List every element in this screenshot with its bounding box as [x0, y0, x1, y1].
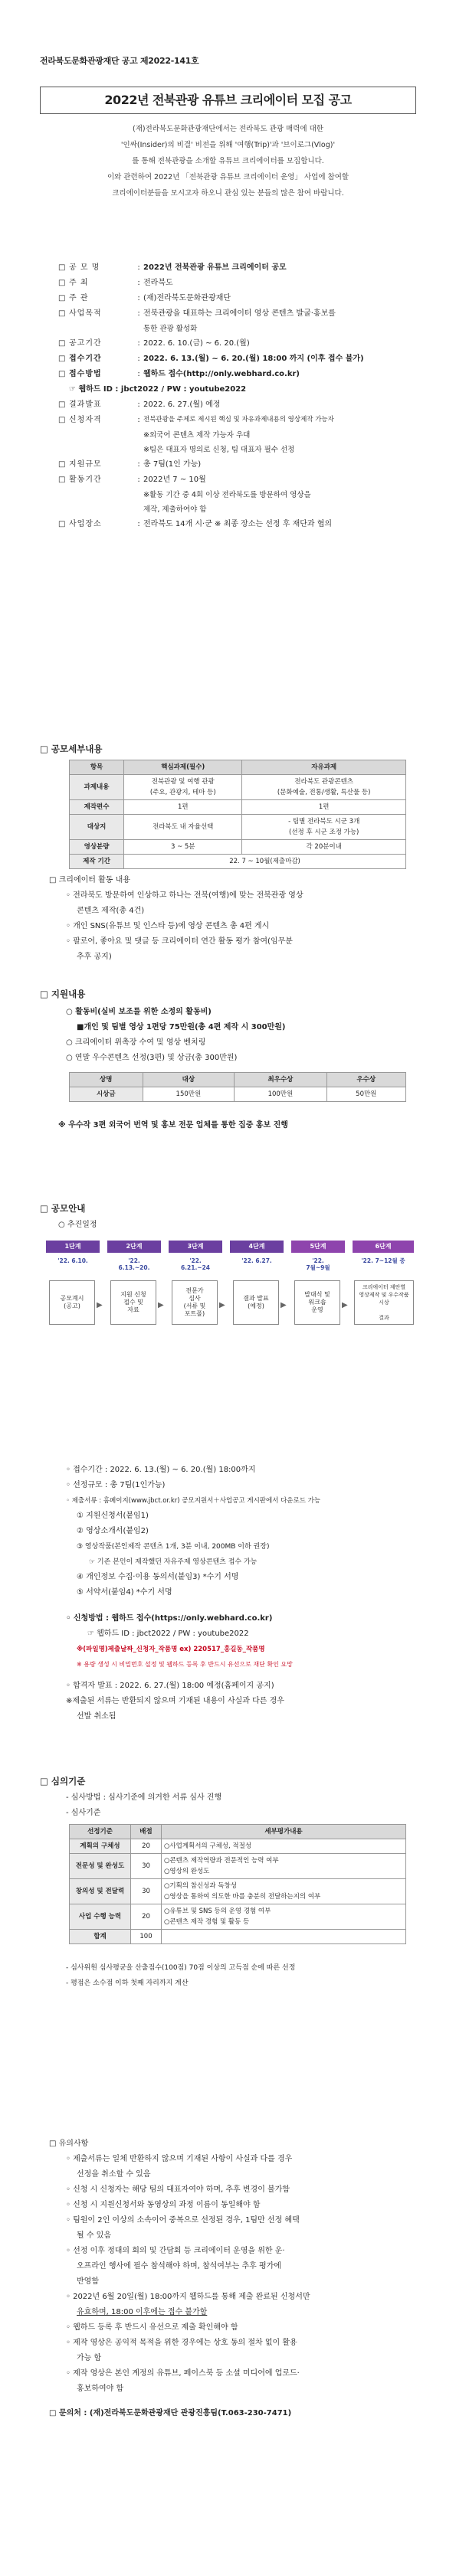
caution-line: ◦ 웹하드 등록 후 반드시 유선으로 제출 확인해야 함 — [66, 2323, 238, 2332]
table-row: 창의성 및 전달력 30 ○기획의 참신성과 독창성 ○영상을 통하여 의도한 바를 충분히 전달하는지의 여부 — [70, 1879, 406, 1904]
notice-number: 전라북도문화관광재단 공고 제2022-141호 — [40, 56, 199, 66]
support-item: ○ 연말 우수콘텐츠 선정(3편) 및 상금(총 300만원) — [66, 1054, 238, 1062]
caution-line: 오프라인 행사에 필수 참석해야 하며, 참석여부는 추후 평가에 — [77, 2262, 281, 2270]
table-header: 최우수상 — [235, 1073, 326, 1087]
step-label: 4단계 — [230, 1241, 284, 1253]
support-item: ■개인 및 팀별 영상 1편당 75만원(총 4편 제작 시 300만원) — [77, 1023, 286, 1031]
page-title: 2022년 전북관광 유튜브 크리에이터 모집 공고 — [40, 87, 416, 114]
result-line: ◦ 합격자 발표 : 2022. 6. 27.(월) 18:00 예정(홈페이지 공지) — [66, 1682, 274, 1690]
schedule-details — [49, 1463, 422, 1724]
step-box: 크리에이터 제안별 영상제작 및 우수작품 시상 결과 — [354, 1280, 414, 1325]
caution-line: 유효하며, 18:00 이후에는 접수 불가함 — [77, 2308, 208, 2316]
detail-note: ◦ 전라북도 방문하여 인상하고 하나는 전북(여행)에 맞는 전북관광 영상 — [66, 891, 303, 900]
caution-line: 반영함 — [77, 2277, 99, 2286]
intro-line: 를 통해 전북관광을 소개할 유튜브 크리에이터를 모집합니다. — [132, 157, 324, 165]
section-title-text: 심의기준 — [51, 1776, 86, 1787]
caution-line: ◦ 제작 영상은 공익적 목적을 위한 경우에는 상호 동의 절차 없이 활용 — [66, 2339, 297, 2347]
step-label: 1단계 — [46, 1241, 100, 1253]
qualification-note: ※외국어 콘텐츠 제작 가능자 우대 — [143, 431, 251, 440]
result-line: ※제출된 서류는 반환되지 않으며 기재된 내용이 사실과 다른 경우 — [66, 1697, 284, 1705]
table-header: 항목 — [70, 760, 124, 775]
overview-row-notice-period: □ 공고기간 : 2022. 6. 10.(금) ~ 6. 20.(월) — [58, 339, 250, 348]
overview-row-activity: □ 활동기간 : 2022년 7 ~ 10월 — [58, 476, 206, 484]
section-cautions-title: □ 유의사항 — [49, 2140, 89, 2148]
overview-row-purpose: □ 사업목적 : 전북관광을 대표하는 크리에이터 영상 콘텐츠 발굴·홍보를 — [58, 309, 336, 318]
arrow-icon: ▶ — [342, 1301, 348, 1309]
step-date: '22. 7~12월 중 — [361, 1257, 405, 1264]
table-header: 우수상 — [326, 1073, 405, 1087]
overview-row-host: □ 주 최 : 전라북도 — [58, 279, 173, 287]
table-header: 선정기준 — [70, 1825, 131, 1839]
section-support-title: □ 지원내용 — [40, 989, 86, 999]
support-item: ○ 크리에이터 위촉장 수여 및 영상 벤치링 — [66, 1038, 206, 1047]
overview-row-result: □ 결과발표 : 2022. 6. 27.(월) 예정 — [58, 400, 221, 409]
intro-text — [40, 121, 416, 201]
table-row: 영상분량 3 ~ 5분 각 20분이내 — [70, 840, 406, 855]
overview-row-qualification: □ 신청자격 : 전북관광을 주제로 제시된 핵심 및 자유과제내용의 영상제작 가능자 — [58, 416, 334, 424]
caution-line: ◦ 신청 시 지원신청서와 동영상의 과정 이름이 동일해야 함 — [66, 2201, 261, 2209]
caution-line: 될 수 있음 — [77, 2231, 111, 2240]
section-guide-title: □ 공모안내 — [40, 1203, 86, 1214]
review-intro — [49, 1790, 422, 1821]
table-row: 합계 100 — [70, 1930, 406, 1944]
step-label: 5단계 — [291, 1241, 345, 1253]
table-row: 제작 기간 22. 7 ~ 10월(제출마감) — [70, 855, 406, 869]
support-note: ※ 우수작 3편 외국어 번역 및 홍보 전문 업체를 통한 집중 홍보 진행 — [58, 1121, 288, 1129]
step-box: 발대식 및 워크숍 운영 — [294, 1280, 340, 1325]
table-header: 배점 — [131, 1825, 162, 1839]
detail-note-head: □ 크리에이터 활동 내용 — [49, 876, 130, 884]
overview-row-place: □ 사업장소 : 전라북도 14개 시·군 ※ 최종 장소는 선정 후 재단과 협의 — [58, 520, 333, 528]
review-note: - 평점은 소수점 이하 첫째 자리까지 계산 — [66, 1979, 189, 1987]
overview-row-name: □ 공 모 명 : 2022년 전북관광 유튜브 크리에이터 공모 — [58, 263, 287, 272]
caution-line: 홍보하여야 함 — [77, 2385, 124, 2393]
caution-line: 선정을 취소할 수 있음 — [77, 2170, 151, 2179]
detail-table — [69, 760, 406, 869]
schedule-line: ① 지원신청서(붙임1) — [77, 1512, 149, 1520]
table-row: 전문성 및 완성도 30 ○콘텐츠 제작역량과 전문적인 능력 여부 ○영상의 완성도 — [70, 1854, 406, 1879]
step-date: '22. 6.21.~24 — [180, 1257, 211, 1271]
overview-row-apply-method: □ 접수방법 : 웹하드 접수(http://only.webhard.co.kr) — [58, 370, 300, 378]
schedule-line: ③ 영상작품(본인제작 콘텐츠 1개, 3분 이내, 200MB 이하 권장) — [77, 1543, 270, 1551]
section-cautions — [49, 2136, 422, 2421]
activity-note: ※활동 기간 중 4회 이상 전라북도를 방문하여 영상을 — [143, 491, 311, 499]
detail-note: 추후 공지) — [77, 953, 112, 961]
step-date: '22. 6.10. — [57, 1257, 88, 1264]
detail-note: ◦ 팔로어, 좋아요 및 댓글 등 크리에이터 연간 활동 평가 참여(임무분 — [66, 937, 293, 946]
apply-method: ◦ 신청방법 : 웹하드 접수(https://only.webhard.co.kr) — [66, 1614, 273, 1623]
table-row: 계획의 구체성 20 ○사업계획서의 구체성, 적절성 — [70, 1839, 406, 1854]
detail-note: 콘텐츠 제작(총 4건) — [77, 907, 145, 915]
caution-line: ◦ 2022년 6월 20일(월) 18:00까지 웹하드를 통해 제출 완료된 신청서만 — [66, 2293, 310, 2301]
caution-line: ◦ 신청 시 신청자는 해당 팀의 대표자여야 하며, 추후 변경이 불가함 — [66, 2185, 290, 2194]
step-date: '22. 7월~9월 — [306, 1257, 330, 1271]
apply-note: ※ 용량 생성 시 비밀번호 설정 및 웹하드 등록 후 반드시 유선으로 재단 확인 요망 — [77, 1661, 293, 1668]
overview-purpose-line2: 통한 관광 활성화 — [143, 325, 198, 333]
overview-list — [58, 260, 422, 532]
detail-note: ◦ 개인 SNS(유튜브 및 인스타 등)에 영상 콘텐츠 총 4편 게시 — [66, 922, 270, 930]
table-row: 대상지 전라북도 내 자율선택 - 팀별 전라북도 시군 3개 (선정 후 시군 조정 가능) — [70, 815, 406, 840]
overview-row-organizer: □ 주 관 : (재)전라북도문화관광재단 — [58, 294, 231, 302]
arrow-icon: ▶ — [158, 1301, 164, 1309]
intro-line: 크리에이터분들을 모시고자 하오니 관심 있는 분들의 많은 참여 바랍니다. — [112, 189, 344, 198]
prize-table — [69, 1072, 406, 1102]
step-box: 공모계시 (공고) — [49, 1280, 95, 1325]
overview-row-scale: □ 지원규모 : 총 7팀(1인 가능) — [58, 460, 202, 469]
table-header: 상명 — [70, 1073, 143, 1087]
step-box: 결과 발표 (예정) — [233, 1280, 279, 1325]
arrow-icon: ▶ — [280, 1301, 287, 1309]
webhard-id: ☞ 웹하드 ID : jbct2022 / PW : youtube2022 — [69, 385, 247, 394]
step-box: 전문가 심사 (서류 및 포트폴) — [172, 1280, 218, 1325]
table-row: 과제내용 전북관광 및 여행 관광 (주요, 관광지, 테마 등) 전라북도 관광콘텐츠 (문화예술, 전통/생활, 특산물 등) — [70, 775, 406, 800]
overview-row-apply-period: □ 접수기간 : 2022. 6. 13.(월) ~ 6. 20.(월) 18:00 까지 (이후 접수 불가) — [58, 355, 364, 363]
apply-note: ※(파일명)제출날짜_신청자_작품명 ex) 220517_홍길동_작품명 — [77, 1646, 265, 1653]
step-label: 2단계 — [107, 1241, 161, 1253]
schedule-line: ☞ 기존 본인이 제작했던 자유주제 영상콘텐츠 접수 가능 — [89, 1558, 258, 1566]
support-list — [49, 1005, 422, 1066]
caution-line: ◦ 제작 영상은 본인 계정의 유튜브, 페이스북 등 소셜 미디어에 업로드· — [66, 2369, 300, 2378]
table-header: 핵심과제(필수) — [124, 760, 242, 775]
review-notes — [49, 1960, 422, 1991]
schedule-line: ④ 개인정보 수집·이용 동의서(붙임3) *수기 서명 — [77, 1573, 239, 1581]
section-title-text: 지원내용 — [51, 989, 86, 999]
caution-line: ◦ 선정 이후 정대의 회의 및 간담회 등 크리에이터 운영을 위한 운· — [66, 2247, 285, 2255]
schedule-line: ◦ 접수기간 : 2022. 6. 13.(월) ~ 6. 20.(월) 18:00까지 — [66, 1466, 256, 1474]
section-title-text: 공모안내 — [51, 1203, 86, 1214]
table-row: 제작편수 1편 1편 — [70, 800, 406, 815]
result-line: 선발 취소됨 — [77, 1712, 116, 1721]
schedule-subtitle: ○ 추진일정 — [58, 1221, 97, 1229]
schedule-line: ⑤ 서약서(붙임4) *수기 서명 — [77, 1588, 172, 1597]
section-detail-title: □ 공모세부내용 — [40, 744, 103, 754]
step-date: '22. 6.27. — [241, 1257, 272, 1264]
intro-line: 이와 관련하여 2022년 「전북관광 유튜브 크리에이터 운영」 사업에 참여할 — [107, 173, 349, 181]
step-box: 지원 신청 접수 및 자료 — [110, 1280, 156, 1325]
caution-line: ◦ 제출서류는 일체 반환하지 않으며 기재된 사항이 사실과 다를 경우 — [66, 2155, 293, 2163]
apply-id: ☞ 웹하드 ID : jbct2022 / PW : youtube2022 — [87, 1630, 249, 1638]
review-line: - 심사방법 : 심사기준에 의거한 서류 심사 진행 — [66, 1793, 222, 1802]
caution-line: ◦ 팀원이 2인 이상의 소속이어 중복으로 선정된 경우, 1팀만 선정 혜택 — [66, 2216, 300, 2225]
caution-line: 가능 함 — [77, 2354, 102, 2362]
table-row: 시상금 150만원 100만원 50만원 — [70, 1087, 406, 1102]
section-title-text: 공모세부내용 — [51, 744, 103, 754]
step-date: '22. 6.13.~20. — [118, 1257, 150, 1271]
review-table — [69, 1824, 406, 1944]
step-label: 3단계 — [169, 1241, 222, 1253]
review-line: - 심사기준 — [66, 1809, 101, 1817]
activity-note: 제작, 제출하여야 함 — [143, 505, 207, 514]
contact-info: □ 문의처 : (재)전라북도문화관광재단 관광진흥팀(T.063-230-7471) — [49, 2409, 292, 2417]
contact-text: 문의처 : (재)전라북도문화관광재단 관광진흥팀(T.063-230-7471) — [58, 2409, 292, 2417]
schedule-line: ◦ 제출서류 : 홈페이지(www.jbct.or.kr) 공모지원서＋사업공고 게시판에서 다운로드 가능 — [66, 1497, 321, 1505]
arrow-icon: ▶ — [219, 1301, 225, 1309]
intro-line: (재)전라북도문화관광재단에서는 전라북도 관광 매력에 대한 — [133, 125, 323, 133]
section-review-title: □ 심의기준 — [40, 1776, 86, 1787]
support-item: ○ 활동비(실비 보조를 위한 소정의 활동비) — [66, 1008, 212, 1016]
table-header: 자유과제 — [242, 760, 406, 775]
arrow-icon: ▶ — [97, 1301, 103, 1309]
review-note: - 심사위원 심사평균을 산출점수(100점) 70점 이상의 고득점 순에 따른 선정 — [66, 1964, 296, 1972]
schedule-line: ◦ 선정규모 : 총 7팀(1인가능) — [66, 1481, 166, 1489]
table-row: 사업 수행 능력 20 ○유튜브 및 SNS 등의 운영 경험 여부 ○콘텐츠 제작 경험 및 활동 등 — [70, 1904, 406, 1930]
table-header: 대상 — [143, 1073, 235, 1087]
schedule-flow — [46, 1241, 414, 1354]
intro-line: '인싸(Insider)의 비결' 비전을 위해 '여행(Trip)'과 '브이로그(Vlog)' — [120, 141, 336, 149]
table-header: 세부평가내용 — [162, 1825, 406, 1839]
detail-notes — [49, 873, 422, 965]
schedule-line: ② 영상소개서(붙임2) — [77, 1527, 149, 1535]
qualification-note: ※팀은 대표자 명의로 신청, 팀 대표자 필수 선정 — [143, 446, 295, 454]
step-label: 6단계 — [353, 1241, 414, 1253]
